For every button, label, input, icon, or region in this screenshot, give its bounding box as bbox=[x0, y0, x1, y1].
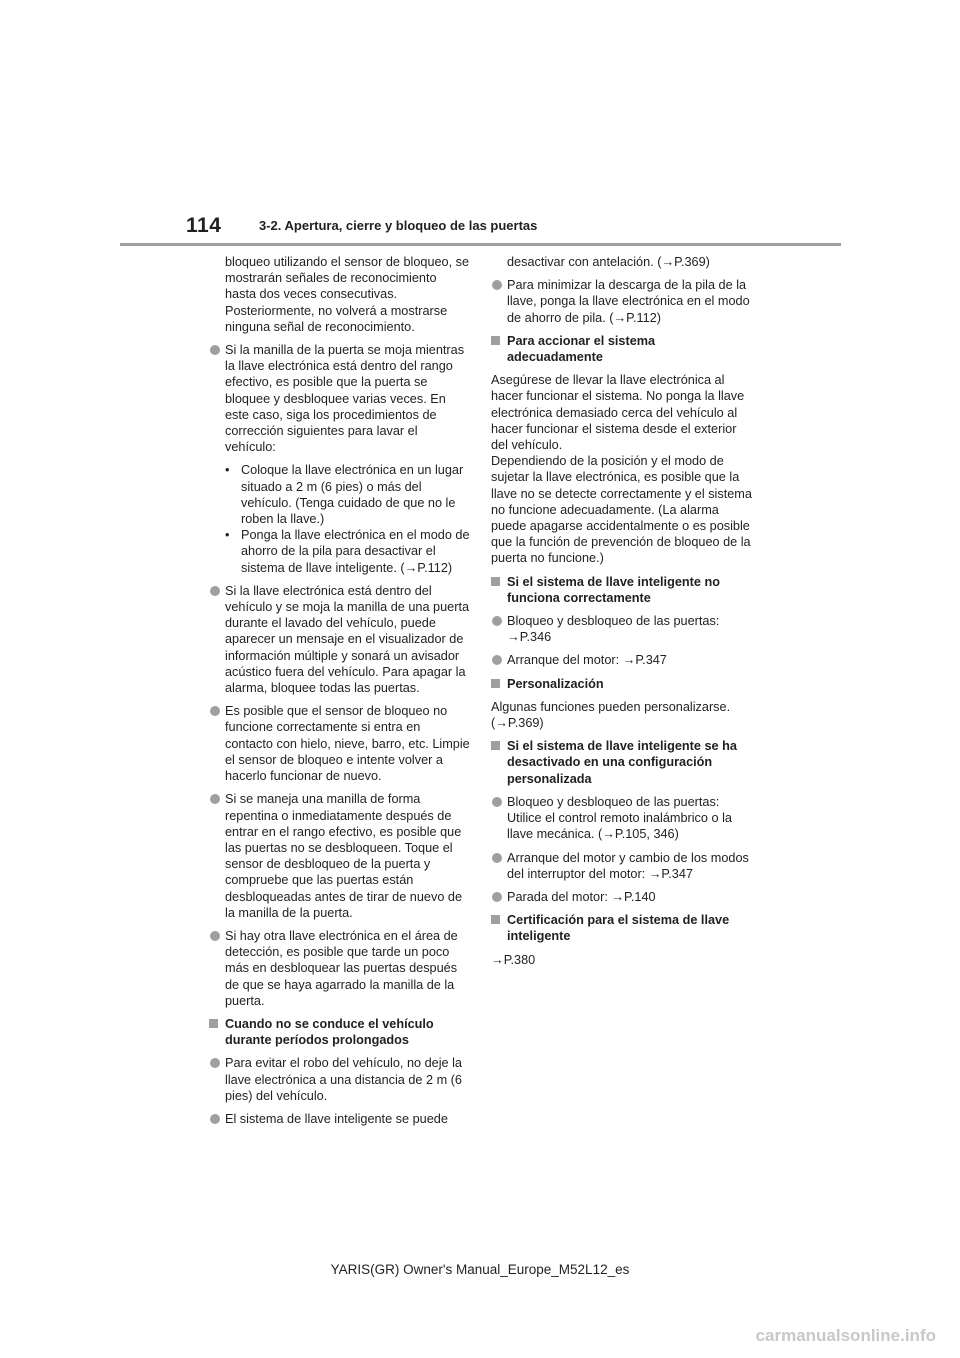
bullet-text: Para minimizar la descarga de la pila de la llave, ponga la llave electrónica en el modo de ahorro de pila. (→P.112) bbox=[507, 278, 750, 325]
paragraph: Algunas funciones pueden personalizarse. (→P.369) bbox=[491, 699, 731, 731]
heading-text: Personalización bbox=[507, 676, 604, 691]
paragraph: Asegúrese de llevar la llave electrónica al hacer funcionar el sistema. No ponga la llave electrónica demasiado cerca del vehículo al hacer funcionar el sistema desde el exterior del vehículo. Dependiendo de la posición y el modo de sujetar la llave electrónica, es posible que la llave no se detecte correctamente y el sistema no funcione adecuadamente. (La alarma puede apagarse accidentalmente o es posible que la función de prevención de bloqueo de la puerta no funcione.) bbox=[491, 373, 752, 566]
page-header bbox=[0, 0, 960, 250]
bullet-dot-icon bbox=[210, 931, 220, 941]
list-item bbox=[209, 1055, 471, 1104]
bullet-dot-icon bbox=[492, 853, 502, 863]
sub-bullet-text: Ponga la llave electrónica en el modo de ahorro de la pila para desactivar el sistema de llave inteligente. (→P.112) bbox=[241, 528, 470, 575]
list-item bbox=[209, 928, 471, 1009]
sub-list bbox=[209, 462, 471, 575]
list-item bbox=[491, 850, 753, 882]
bullet-dot-icon bbox=[492, 616, 502, 626]
heading-square-icon bbox=[491, 577, 500, 586]
bullet-text: Arranque del motor y cambio de los modos del interruptor del motor: →P.347 bbox=[507, 850, 749, 881]
bullet-text: Si se maneja una manilla de forma repentina o inmediatamente después de entrar en el rango efectivo, es posible que las puertas no se desbloqueen. Toque el sensor de desbloqueo de la puerta y compruebe que las puertas están desbloqueadas antes de tirar de nuevo de la manilla de la puerta. bbox=[225, 792, 463, 920]
heading-square-icon bbox=[491, 336, 500, 345]
list-item bbox=[209, 791, 471, 921]
bullet-text: El sistema de llave inteligente se puede bbox=[225, 1111, 448, 1126]
heading-square-icon bbox=[491, 741, 500, 750]
header-divider bbox=[120, 243, 841, 246]
left-column bbox=[209, 254, 471, 1134]
sub-bullet-text: Coloque la llave electrónica en un lugar situado a 2 m (6 pies) o más del vehículo. (Tenga cuidado de que no le roben la llave.) bbox=[241, 463, 464, 527]
list-item bbox=[209, 1111, 471, 1127]
bullet-dot-icon bbox=[210, 586, 220, 596]
list-item bbox=[491, 889, 753, 905]
sub-list-item bbox=[209, 462, 471, 527]
heading-square-icon bbox=[209, 1019, 218, 1028]
bullet-text: Si hay otra llave electrónica en el área de detección, es posible que tarde un poco más en desbloquear las puertas después de que se haya agarrado la manilla de la puerta. bbox=[225, 928, 458, 1008]
bullet-text: Bloqueo y desbloqueo de las puertas: Utilice el control remoto inalámbrico o la llave mecánica. (→P.105, 346) bbox=[507, 794, 732, 842]
list-item bbox=[491, 613, 753, 645]
bullet-text: Bloqueo y desbloqueo de las puertas: →P.346 bbox=[507, 614, 720, 645]
bullet-dot-icon bbox=[210, 345, 220, 355]
watermark: carmanualsonline.info bbox=[755, 1326, 936, 1345]
bullet-dot-icon bbox=[492, 892, 502, 902]
heading-square-icon bbox=[491, 915, 500, 924]
bullet-text: Parada del motor: →P.140 bbox=[507, 889, 656, 904]
list-item bbox=[491, 794, 753, 843]
list-item bbox=[209, 342, 471, 455]
continuation-text: bloqueo utilizando el sensor de bloqueo, se mostrarán señales de reconocimiento hasta dos veces consecutivas. Posteriormente, no volverá a mostrarse ninguna señal de reconocimiento. bbox=[225, 255, 470, 334]
heading-text: Cuando no se conduce el vehículo durante períodos prolongados bbox=[225, 1016, 434, 1048]
heading-text: Si el sistema de llave inteligente se ha desactivado en una configuración personalizada bbox=[507, 739, 737, 786]
bullet-text: Si la llave electrónica está dentro del vehículo y se moja la manilla de una puerta durante el lavado del vehículo, puede aparecer un mensaje en el visualizador de información múltiple y sonará un avisador acústico fuera del vehículo. Para apagar la alarma, bloquee todas las puertas. bbox=[225, 583, 470, 696]
heading-square-icon bbox=[491, 679, 500, 688]
section-title: 3-2. Apertura, cierre y bloqueo de las puertas bbox=[259, 218, 538, 233]
bullet-dot-icon bbox=[210, 706, 220, 716]
bullet-text: Para evitar el robo del vehículo, no deje la llave electrónica a una distancia de 2 m (6 pies) del vehículo. bbox=[225, 1056, 462, 1103]
heading-text: Para accionar el sistema adecuadamente bbox=[507, 333, 656, 365]
list-item bbox=[491, 277, 753, 326]
sub-bullet-mark: • bbox=[225, 528, 230, 543]
heading-text: Si el sistema de llave inteligente no funciona correctamente bbox=[507, 574, 720, 605]
section-heading bbox=[491, 574, 753, 606]
continuation-text: desactivar con antelación. (→P.369) bbox=[507, 255, 710, 269]
list-item bbox=[209, 583, 471, 696]
list-item bbox=[491, 652, 753, 668]
section-heading bbox=[491, 676, 753, 692]
section-heading bbox=[491, 912, 753, 944]
bullet-text: Arranque del motor: →P.347 bbox=[507, 653, 667, 668]
bullet-dot-icon bbox=[210, 1114, 220, 1124]
bullet-text: Si la manilla de la puerta se moja mientras la llave electrónica está dentro del rango efectivo, es posible que la puerta se bloquee y desbloquee varias veces. En este caso, siga los procedimientos de corrección siguientes para lavar el vehículo: bbox=[225, 343, 465, 455]
bullet-dot-icon bbox=[492, 797, 502, 807]
sub-bullet-mark: • bbox=[225, 463, 230, 478]
section-heading bbox=[209, 1016, 471, 1048]
bullet-dot-icon bbox=[492, 655, 502, 665]
bullet-dot-icon bbox=[210, 794, 220, 804]
section-heading bbox=[491, 738, 753, 787]
page-number: 114 bbox=[186, 214, 222, 237]
section-heading bbox=[491, 333, 753, 365]
footer-manual-name: YARIS(GR) Owner's Manual_Europe_M52L12_es bbox=[330, 1262, 630, 1277]
bullet-text: Es posible que el sensor de bloqueo no funcione correctamente si entra en contacto con hielo, nieve, barro, etc. Limpie el sensor de bloqueo e intente volver a hacerlo funcionar de nuevo. bbox=[225, 704, 470, 784]
sub-list-item bbox=[209, 527, 471, 576]
paragraph: →P.380 bbox=[491, 952, 536, 967]
bullet-dot-icon bbox=[492, 280, 502, 290]
right-column bbox=[491, 254, 753, 975]
list-item bbox=[209, 703, 471, 784]
bullet-dot-icon bbox=[210, 1058, 220, 1068]
heading-text: Certificación para el sistema de llave inteligente bbox=[507, 913, 730, 944]
